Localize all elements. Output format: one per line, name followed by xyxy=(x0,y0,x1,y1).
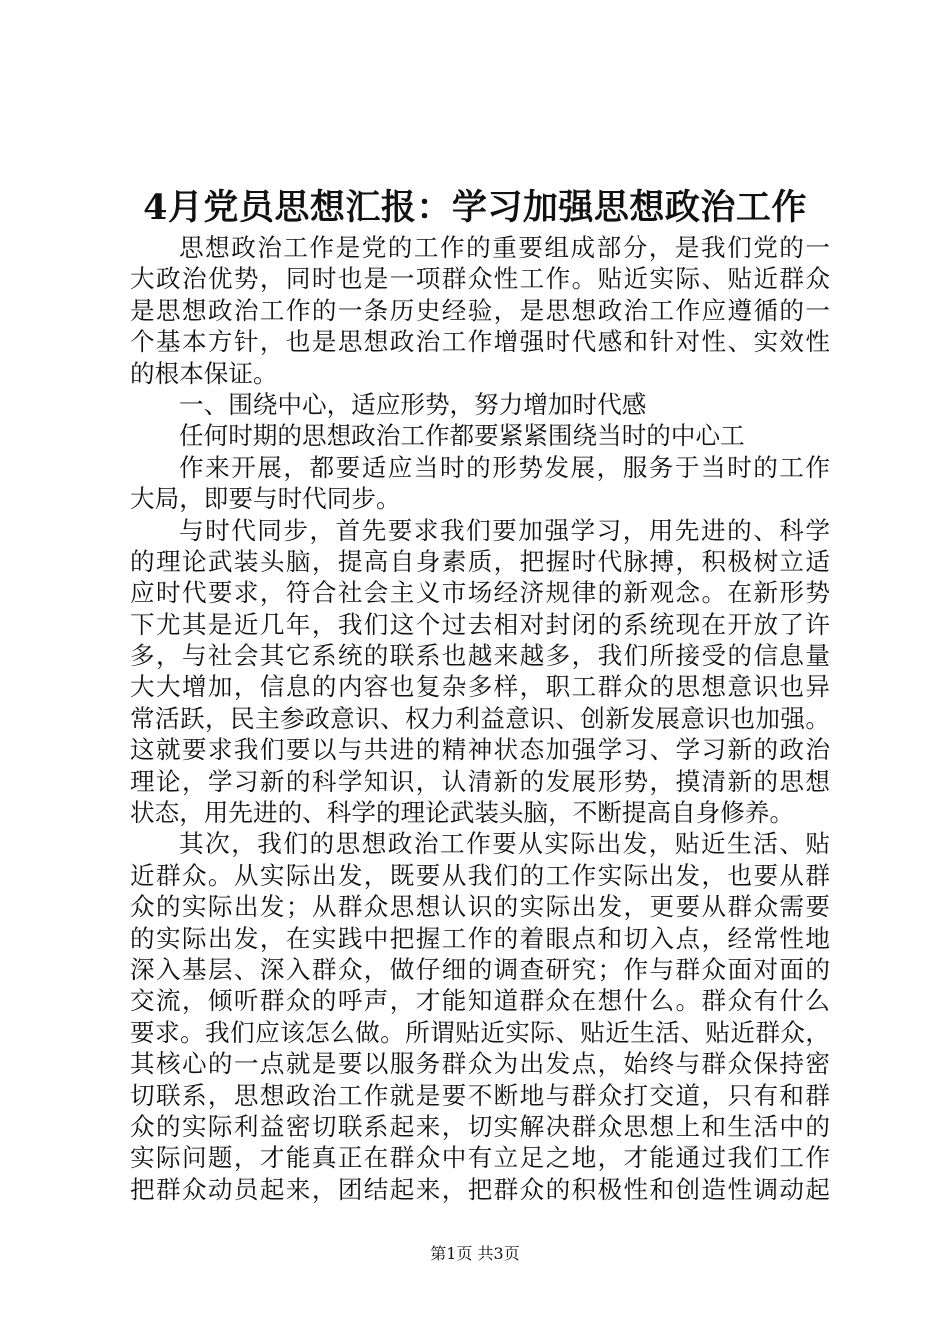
text-line: 交流，倾听群众的呼声，才能知道群众在想什么。群众有什么 xyxy=(130,986,830,1016)
text-line: 常活跃，民主参政意识、权力利益意识、创新发展意识也加强。 xyxy=(130,703,830,733)
text-line: 的根本保证。 xyxy=(130,358,278,388)
document-body xyxy=(130,232,830,1205)
text-line: 与时代同步，首先要求我们要加强学习，用先进的、科学 xyxy=(179,515,830,545)
text-line: 应时代要求，符合社会主义市场经济规律的新观念。在新形势 xyxy=(130,578,830,608)
text-line: 多，与社会其它系统的联系也越来越多，我们所接受的信息量 xyxy=(130,641,830,671)
text-line: 把群众动员起来，团结起来，把群众的积极性和创造性调动起 xyxy=(130,1174,830,1204)
text-line: 的实际出发，在实践中把握工作的着眼点和切入点，经常性地 xyxy=(130,923,830,953)
text-line: 众的实际出发；从群众思想认识的实际出发，更要从群众需要 xyxy=(130,892,830,922)
page-footer: 第1页 共3页 xyxy=(430,1244,520,1263)
text-line: 思想政治工作是党的工作的重要组成部分，是我们党的一 xyxy=(179,233,830,262)
text-line: 这就要求我们要以与共进的精神状态加强学习、学习新的政治 xyxy=(130,735,830,765)
text-line: 近群众。从实际出发，既要从我们的工作实际出发，也要从群 xyxy=(130,860,830,890)
text-line: 其核心的一点就是要以服务群众为出发点，始终与群众保持密 xyxy=(130,1049,830,1079)
text-line: 众的实际利益密切联系起来，切实解决群众思想上和生活中的 xyxy=(130,1111,830,1141)
text-line: 实际问题，才能真正在群众中有立足之地，才能通过我们工作 xyxy=(130,1143,830,1173)
text-line: 其次，我们的思想政治工作要从实际出发，贴近生活、贴 xyxy=(179,829,830,859)
text-line: 是思想政治工作的一条历史经验，是思想政治工作应遵循的一 xyxy=(130,295,830,325)
text-line: 的理论武装头脑，提高自身素质，把握时代脉搏，积极树立适 xyxy=(130,546,830,576)
text-line: 深入基层、深入群众，做仔细的调查研究；作与群众面对面的 xyxy=(130,954,830,984)
text-line: 下尤其是近几年，我们这个过去相对封闭的系统现在开放了许 xyxy=(130,609,830,639)
text-line: 大局，即要与时代同步。 xyxy=(130,484,401,514)
text-line: 要求。我们应该怎么做。所谓贴近实际、贴近生活、贴近群众， xyxy=(130,1017,830,1047)
text-line: 作来开展，都要适应当时的形势发展，服务于当时的工作 xyxy=(179,452,830,482)
text-line: 状态，用先进的、科学的理论武装头脑，不断提高自身修养。 xyxy=(130,798,795,828)
text-line: 一、围绕中心，适应形势，努力增加时代感 xyxy=(179,389,647,419)
text-line: 理论，学习新的科学知识，认清新的发展形势，摸清新的思想 xyxy=(130,766,830,796)
text-line: 切联系，思想政治工作就是要不断地与群众打交道，只有和群 xyxy=(130,1080,830,1110)
text-line: 任何时期的思想政治工作都要紧紧围绕当时的中心工 xyxy=(179,421,745,451)
text-line: 个基本方针，也是思想政治工作增强时代感和针对性、实效性 xyxy=(130,327,830,357)
text-line: 大大增加，信息的内容也复杂多样，职工群众的思想意识也异 xyxy=(130,672,830,702)
text-line: 大政治优势，同时也是一项群众性工作。贴近实际、贴近群众 xyxy=(130,264,830,294)
document-title: 4月党员思想汇报：学习加强思想政治工作 xyxy=(143,187,807,228)
